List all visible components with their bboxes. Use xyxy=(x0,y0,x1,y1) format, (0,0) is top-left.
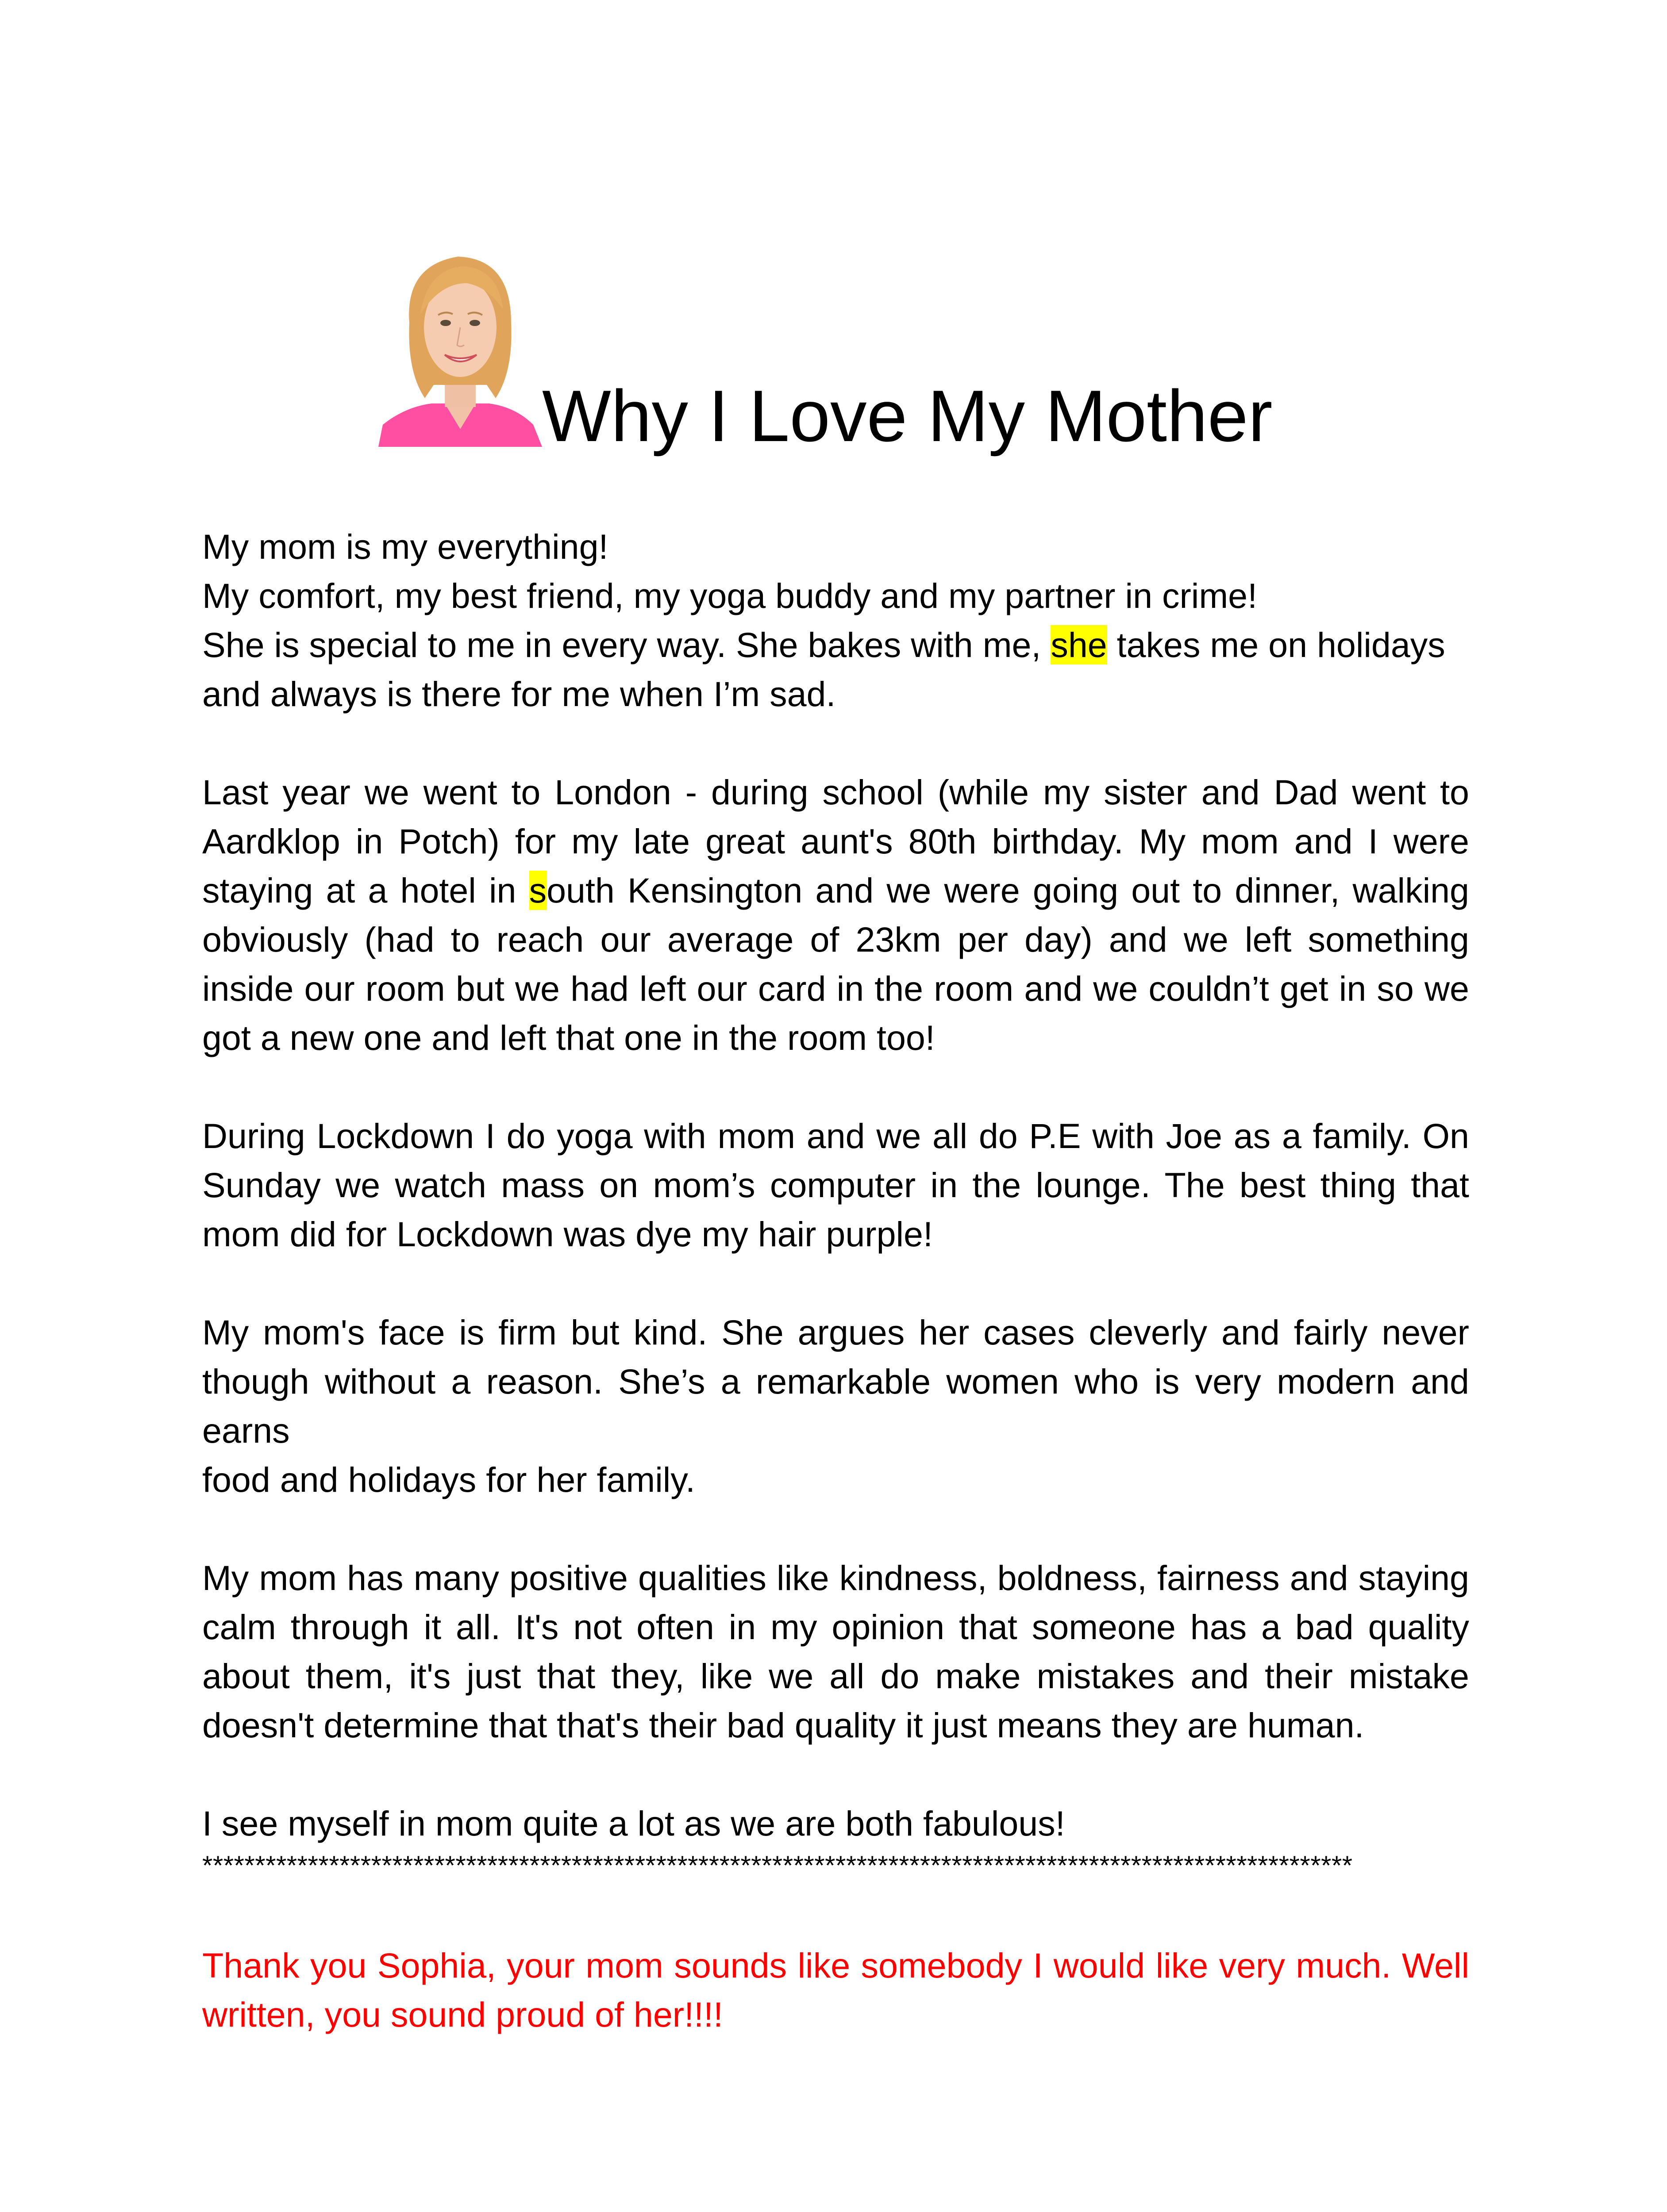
essay-body xyxy=(202,522,1469,2088)
lockdown-paragraph: During Lockdown I do yoga with mom and we all do P.E with Joe as a family. On Sunday we watch mass on mom’s computer in the lounge. The best thing that mom did for Lockdown was dye my hair purple! xyxy=(202,1116,1469,1254)
qualities-paragraph: My mom has many positive qualities like kindness, boldness, fairness and staying calm through it all. It's not often in my opinion that someone has a bad quality about them, it's just that they, like we all do make mistakes and their mistake doesn't determine that that's their bad quality it just means they are human. xyxy=(202,1558,1469,1745)
woman-portrait-photo xyxy=(378,239,542,447)
highlighted-letter-s: s xyxy=(529,871,547,910)
intro-line-3-text: She is special to me in every way. She bakes with me, xyxy=(202,625,1051,664)
intro-line-4: and always is there for me when I’m sad. xyxy=(202,674,836,714)
intro-paragraph xyxy=(202,522,1469,718)
highlighted-word-she: she xyxy=(1051,625,1107,664)
london-text-start: Last year we went to London - during school (while my sister and Dad went to Aardklop in Potch) for my late great aunt's 80th birthday. My mom and I were staying at a hotel in xyxy=(202,772,1469,910)
intro-line-2: My comfort, my best friend, my yoga buddy and my partner in crime! xyxy=(202,576,1258,615)
intro-line-3-rest: takes me on holidays xyxy=(1107,625,1445,664)
asterisk-divider: ************************************************************************************************************* xyxy=(202,1851,1353,1880)
london-paragraph xyxy=(202,768,1469,1062)
document-title: Why I Love My Mother xyxy=(542,375,1273,457)
closing-line: I see myself in mom quite a lot as we are both fabulous! xyxy=(202,1804,1065,1843)
face-text-part1: My mom's face is firm but kind. She argues her cases cleverly and fairly never though without a reason. She’s a remarkable women who is very modern and earns xyxy=(202,1313,1469,1450)
portrait-icon xyxy=(378,239,542,447)
closing-paragraph xyxy=(202,1799,1469,1883)
face-text-part2: food and holidays for her family. xyxy=(202,1460,695,1499)
intro-line-3 xyxy=(202,620,1469,669)
title-row xyxy=(378,239,1440,457)
intro-line-1: My mom is my everything! xyxy=(202,527,608,566)
london-text-end: outh Kensington and we were going out to dinner, walking obviously (had to reach our average of 23km per day) and we left something inside our room but we had left our card in the room and we couldn’t get in so we got a new one and left that one in the room too! xyxy=(202,871,1469,1057)
face-paragraph xyxy=(202,1308,1469,1504)
teacher-comment: Thank you Sophia, your mom sounds like somebody I would like very much. Well written, you sound proud of her!!!! xyxy=(202,1946,1469,2034)
